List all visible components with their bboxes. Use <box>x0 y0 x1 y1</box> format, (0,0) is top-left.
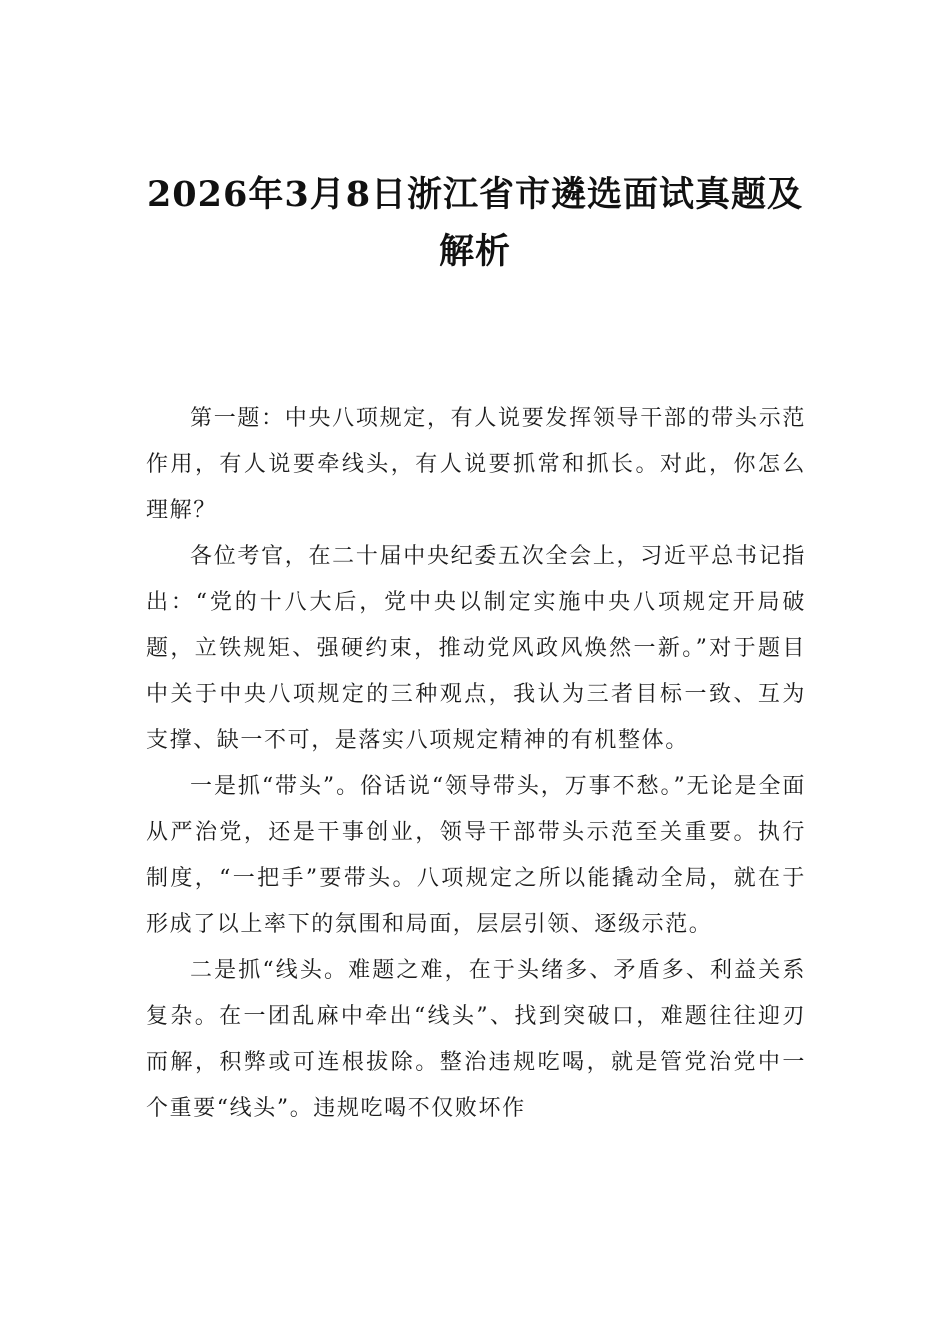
point-two-paragraph: 二是抓“线头。难题之难，在于头绪多、矛盾多、利益关系复杂。在一团乱麻中牵出“线头”、找到突破口，难题往往迎刃而解，积弊或可连根拔除。整治违规吃喝，就是管党治党中一个重要“线头”。违规吃喝不仅败坏作 <box>146 958 806 1121</box>
document-title <box>100 166 850 280</box>
document-body <box>146 396 806 1132</box>
answer-intro-paragraph: 各位考官，在二十届中央纪委五次全会上，习近平总书记指出：“党的十八大后，党中央以制定实施中央八项规定开局破题，立铁规矩、强硬约束，推动党风政风焕然一新。”对于题目中关于中央八项规定的三种观点，我认为三者目标一致、互为支撑、缺一不可，是落实八项规定精神的有机整体。 <box>146 544 806 753</box>
title-line-2: 解析 <box>438 231 511 272</box>
question-paragraph: 第一题：中央八项规定，有人说要发挥领导干部的带头示范作用，有人说要牵线头，有人说要抓常和抓长。对此，你怎么理解？ <box>146 406 806 523</box>
title-line-1: 2026年3月8日浙江省市遴选面试真题及 <box>146 174 804 215</box>
point-one-paragraph: 一是抓“带头”。俗话说“领导带头，万事不愁。”无论是全面从严治党，还是干事创业，领导干部带头示范至关重要。执行制度，“一把手”要带头。八项规定之所以能撬动全局，就在于形成了以上率下的氛围和局面，层层引领、逐级示范。 <box>146 774 806 937</box>
